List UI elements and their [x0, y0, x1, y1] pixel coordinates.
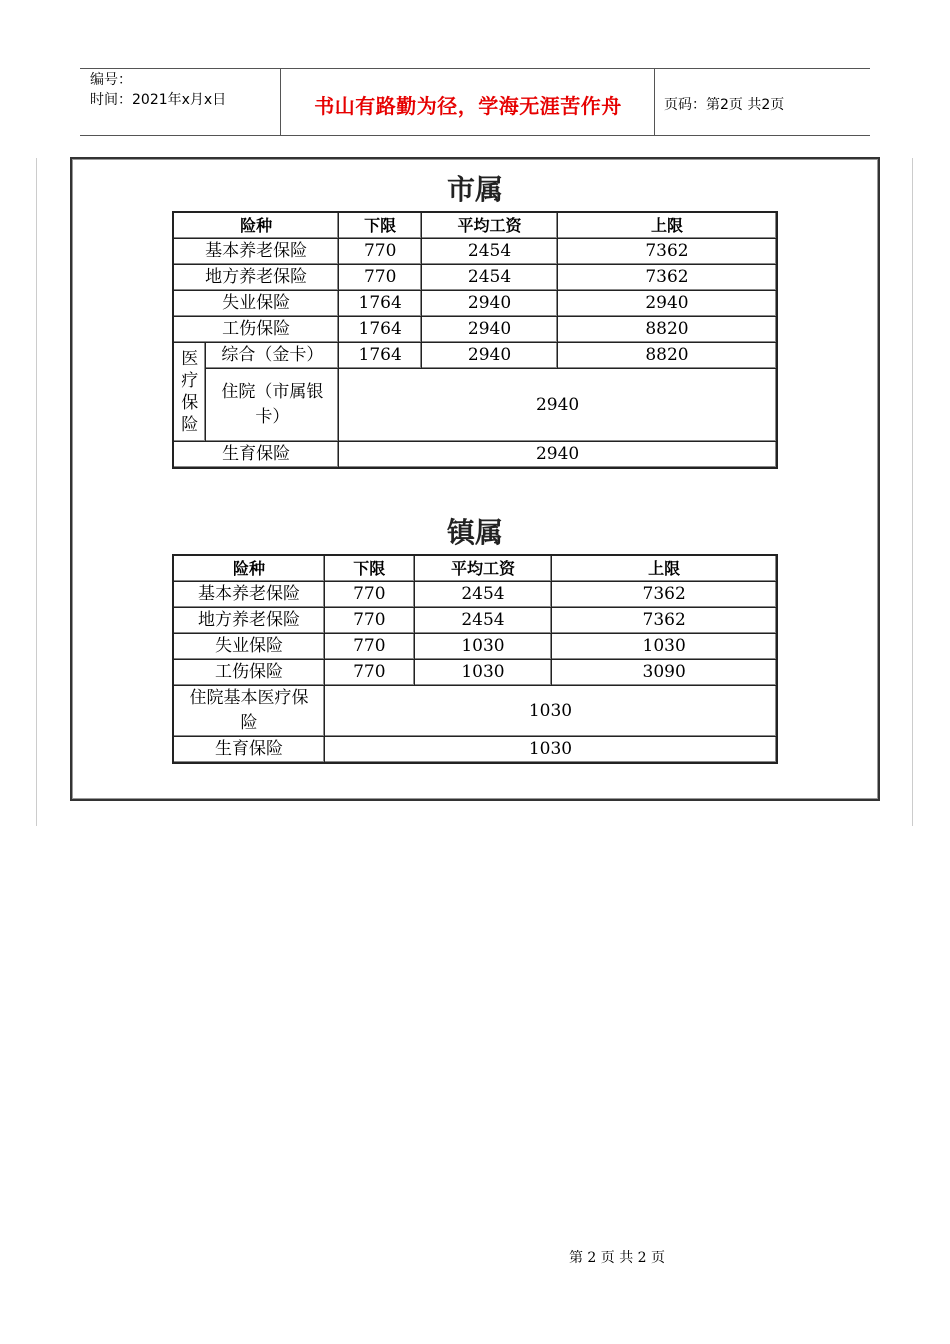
row-name: 工伤保险	[173, 317, 339, 343]
medical-group-char: 医	[181, 349, 199, 369]
row-high: 7362	[557, 239, 777, 265]
col-header-type: 险种	[173, 212, 339, 239]
col-header-low: 下限	[339, 212, 422, 239]
row-low: 1764	[339, 317, 422, 343]
medical-group-char: 疗	[181, 371, 199, 391]
header-divider-right	[654, 68, 655, 136]
header-divider-left	[280, 68, 281, 136]
row-name-hospital-medical	[173, 686, 324, 737]
row-name: 综合（金卡）	[206, 343, 339, 369]
row-name-line: 住院（市属银	[221, 382, 324, 402]
col-header-high: 上限	[552, 555, 777, 582]
header-bottom-rule	[80, 135, 870, 136]
table-row	[173, 369, 777, 442]
row-high: 8820	[557, 317, 777, 343]
row-avg: 2940	[422, 317, 558, 343]
medical-group-label	[173, 343, 206, 442]
col-header-avg: 平均工资	[422, 212, 558, 239]
row-high: 3090	[552, 660, 777, 686]
doc-number-label: 编号：	[90, 72, 132, 88]
row-merged-value: 1030	[324, 686, 777, 737]
row-avg: 2454	[414, 608, 552, 634]
page-margin-line-right	[912, 158, 913, 826]
page-margin-line-left	[36, 158, 37, 826]
header-page-label: 页码：第2页 共2页	[664, 97, 785, 113]
city-section-title: 市属	[446, 173, 503, 206]
row-low: 770	[324, 634, 414, 660]
table-row	[173, 686, 777, 737]
table-row	[173, 317, 777, 343]
row-name: 生育保险	[173, 442, 339, 469]
header-motto: 书山有路勤为径，学海无涯苦作舟	[314, 94, 622, 118]
row-low: 770	[339, 239, 422, 265]
row-name: 工伤保险	[173, 660, 324, 686]
town-insurance-table	[172, 554, 778, 764]
row-high: 1030	[552, 634, 777, 660]
table-header-row	[173, 212, 777, 239]
col-header-type: 险种	[173, 555, 324, 582]
medical-group-char: 险	[181, 415, 199, 435]
col-header-high: 上限	[557, 212, 777, 239]
row-avg: 2940	[422, 291, 558, 317]
row-avg: 2454	[414, 582, 552, 608]
table-row	[173, 265, 777, 291]
row-name-hospital	[206, 369, 339, 442]
table-row	[173, 291, 777, 317]
table-row	[173, 582, 777, 608]
row-high: 7362	[557, 265, 777, 291]
row-avg: 2454	[422, 239, 558, 265]
row-low: 1764	[339, 291, 422, 317]
table-header-row	[173, 555, 777, 582]
row-name: 基本养老保险	[173, 582, 324, 608]
row-name: 失业保险	[173, 634, 324, 660]
row-name: 基本养老保险	[173, 239, 339, 265]
row-merged-value: 2940	[339, 369, 777, 442]
table-row	[173, 660, 777, 686]
row-low: 1764	[339, 343, 422, 369]
col-header-avg: 平均工资	[414, 555, 552, 582]
doc-date-label: 时间：2021年x月x日	[90, 92, 227, 108]
row-name: 地方养老保险	[173, 265, 339, 291]
table-row	[173, 608, 777, 634]
row-high: 7362	[552, 608, 777, 634]
row-merged-value: 1030	[324, 737, 777, 764]
row-low: 770	[324, 660, 414, 686]
table-row	[173, 343, 777, 369]
row-avg: 1030	[414, 660, 552, 686]
table-row	[173, 239, 777, 265]
row-name-line: 卡）	[255, 407, 290, 427]
table-row	[173, 634, 777, 660]
row-name: 地方养老保险	[173, 608, 324, 634]
row-high: 2940	[557, 291, 777, 317]
row-name-line: 住院基本医疗保	[189, 688, 309, 708]
row-name-line: 险	[240, 713, 258, 733]
page-footer: 第 2 页 共 2 页	[568, 1250, 666, 1266]
row-name: 失业保险	[173, 291, 339, 317]
row-name: 生育保险	[173, 737, 324, 764]
col-header-low: 下限	[324, 555, 414, 582]
city-insurance-table	[172, 211, 778, 469]
town-section-title: 镇属	[446, 516, 503, 549]
row-high: 8820	[557, 343, 777, 369]
row-merged-value: 2940	[339, 442, 777, 469]
row-avg: 2454	[422, 265, 558, 291]
table-row	[173, 737, 777, 764]
row-avg: 2940	[422, 343, 558, 369]
row-avg: 1030	[414, 634, 552, 660]
table-row	[173, 442, 777, 469]
row-low: 770	[339, 265, 422, 291]
row-high: 7362	[552, 582, 777, 608]
row-low: 770	[324, 582, 414, 608]
medical-group-char: 保	[181, 393, 199, 413]
header-left	[90, 70, 226, 110]
header-top-rule	[80, 68, 870, 69]
row-low: 770	[324, 608, 414, 634]
